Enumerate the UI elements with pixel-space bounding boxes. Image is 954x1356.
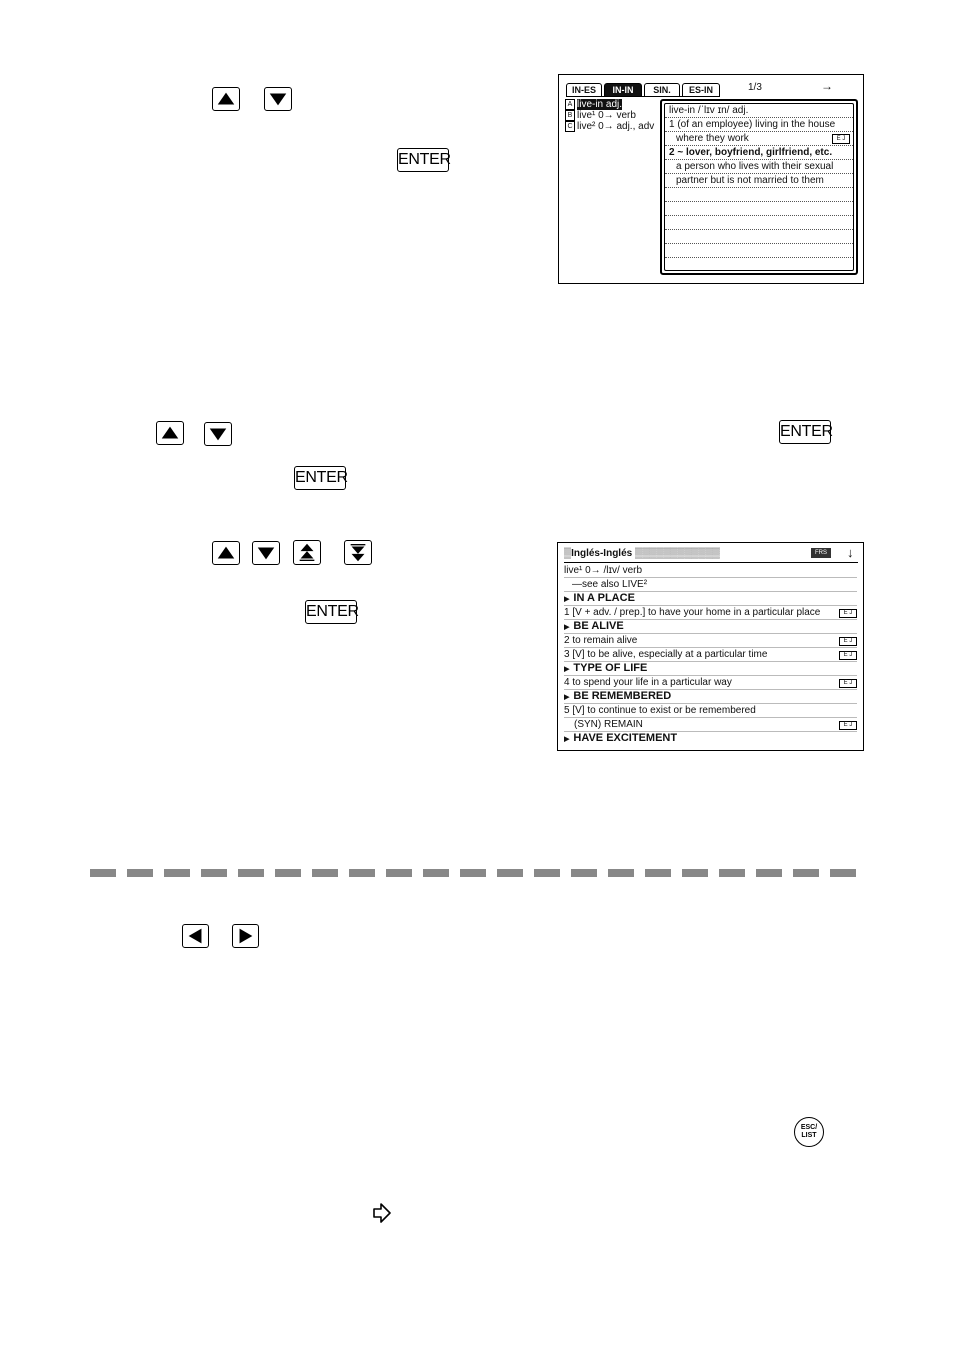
ej-badge: E J <box>832 134 850 144</box>
triangle-icon: ▶ <box>564 624 570 631</box>
triangle-icon: ▶ <box>564 736 570 743</box>
entry-text: 5 [V] to continue to exist or be remembered <box>564 705 756 716</box>
triangle-icon: ▶ <box>564 596 570 603</box>
entry-line <box>564 648 857 662</box>
down-arrow-key[interactable] <box>252 541 280 565</box>
up-arrow-icon <box>213 88 239 110</box>
esc-label: ESC/ <box>800 1124 818 1131</box>
page-up-key[interactable] <box>293 540 321 565</box>
entry-text: (SYN) REMAIN <box>574 719 643 730</box>
sense-heading-label: BE REMEMBERED <box>573 690 672 702</box>
down-arrow-icon <box>253 542 279 564</box>
definition-text: where they work <box>676 133 749 144</box>
list-item[interactable] <box>565 110 636 121</box>
empty-line <box>665 258 853 271</box>
entry-line <box>564 578 857 592</box>
up-arrow-key[interactable] <box>156 421 184 445</box>
empty-line <box>665 202 853 216</box>
sense-heading[interactable] <box>564 662 857 676</box>
definition-line: live-in /ˈlɪv ɪn/ adj. <box>665 104 853 118</box>
dictionary-header: ▒Inglés-Inglés ▒▒▒▒▒▒▒▒▒▒▒▒ <box>564 548 721 559</box>
empty-line <box>665 216 853 230</box>
enter-key[interactable]: ENTER <box>294 466 346 490</box>
tab-underline <box>566 96 720 97</box>
down-arrow-key[interactable] <box>264 87 292 111</box>
up-arrow-icon <box>213 542 239 564</box>
enter-key[interactable]: ENTER <box>305 600 357 624</box>
right-arrow-icon <box>233 925 258 947</box>
list-item[interactable] <box>565 121 654 132</box>
definition-line: partner but is not married to them <box>665 174 853 188</box>
list-item[interactable] <box>565 99 622 110</box>
page-down-key[interactable] <box>344 540 372 565</box>
dictionary-screen-1 <box>558 74 864 284</box>
definition-line: a person who lives with their sexual <box>665 160 853 174</box>
frs-badge: FRS <box>811 548 831 558</box>
list-item-label: live-in adj. <box>577 99 623 110</box>
list-item-label: live² 0→ adj., adv <box>577 121 655 132</box>
hollow-arrow-icon <box>372 1202 392 1224</box>
left-arrow-key[interactable] <box>182 924 209 948</box>
entry-line <box>564 704 857 718</box>
definition-popup-inner <box>664 103 854 271</box>
entry-line <box>564 564 857 578</box>
esc-list-key[interactable] <box>794 1117 824 1147</box>
scroll-down-indicator: ↓ <box>847 545 854 560</box>
up-arrow-icon <box>157 422 183 444</box>
definition-line: 1 (of an employee) living in the house <box>665 118 853 132</box>
empty-line <box>665 244 853 258</box>
list-label: LIST <box>801 1132 817 1139</box>
ej-badge: E J <box>839 609 857 618</box>
down-arrow-icon <box>205 423 231 445</box>
entry-headword: live¹ 0→ /lɪv/ verb <box>564 565 643 576</box>
list-letter: A <box>565 99 575 110</box>
page-indicator: 1/3 <box>748 82 762 93</box>
sense-heading-label: TYPE OF LIFE <box>573 662 648 674</box>
sense-heading-label: BE ALIVE <box>573 620 624 632</box>
sense-heading[interactable] <box>564 592 857 606</box>
down-arrow-icon <box>265 88 291 110</box>
triangle-icon: ▶ <box>564 694 570 701</box>
sense-heading[interactable] <box>564 620 857 634</box>
tab-sin[interactable]: SIN. <box>644 83 680 97</box>
sense-heading-label: IN A PLACE <box>573 592 635 604</box>
tab-in-in[interactable]: IN-IN <box>604 83 642 97</box>
right-arrow-key[interactable] <box>232 924 259 948</box>
entry-text: 2 to remain alive <box>564 635 638 646</box>
enter-key[interactable]: ENTER <box>779 420 831 444</box>
entry-line <box>564 606 857 620</box>
entry-line <box>564 634 857 648</box>
list-letter: B <box>565 110 575 121</box>
entry-text: 1 [V + adv. / prep.] to have your home in a particular place <box>564 607 821 618</box>
section-divider <box>90 869 863 877</box>
sense-heading[interactable] <box>564 732 857 746</box>
up-arrow-key[interactable] <box>212 541 240 565</box>
definition-line <box>665 132 853 146</box>
ej-badge: E J <box>839 721 857 730</box>
entry-line <box>564 718 857 732</box>
tab-es-in[interactable]: ES-IN <box>682 83 720 97</box>
right-arrow-indicator: → <box>821 79 833 93</box>
sense-heading[interactable] <box>564 690 857 704</box>
entry-line <box>564 676 857 690</box>
ej-badge: E J <box>839 651 857 660</box>
ej-badge: E J <box>839 679 857 688</box>
definition-line: 2 ~ lover, boyfriend, girlfriend, etc. <box>665 146 853 160</box>
enter-key[interactable]: ENTER <box>397 148 449 172</box>
list-item-label: live¹ 0→ verb <box>577 110 636 121</box>
tab-in-es[interactable]: IN-ES <box>566 83 602 97</box>
list-letter: C <box>565 121 575 132</box>
down-arrow-key[interactable] <box>204 422 232 446</box>
header-underline <box>564 562 858 563</box>
page-down-icon <box>345 541 371 564</box>
empty-line <box>665 188 853 202</box>
sense-heading-label: HAVE EXCITEMENT <box>573 732 678 744</box>
entry-text: 3 [V] to be alive, especially at a particular time <box>564 649 768 660</box>
dictionary-screen-2 <box>557 542 864 751</box>
definition-popup <box>660 99 858 275</box>
entry-text: —see also LIVE² <box>572 579 648 590</box>
triangle-icon: ▶ <box>564 666 570 673</box>
page-up-icon <box>294 541 320 564</box>
up-arrow-key[interactable] <box>212 87 240 111</box>
left-arrow-icon <box>183 925 208 947</box>
empty-line <box>665 230 853 244</box>
entry-text: 4 to spend your life in a particular way <box>564 677 732 688</box>
ej-badge: E J <box>839 637 857 646</box>
